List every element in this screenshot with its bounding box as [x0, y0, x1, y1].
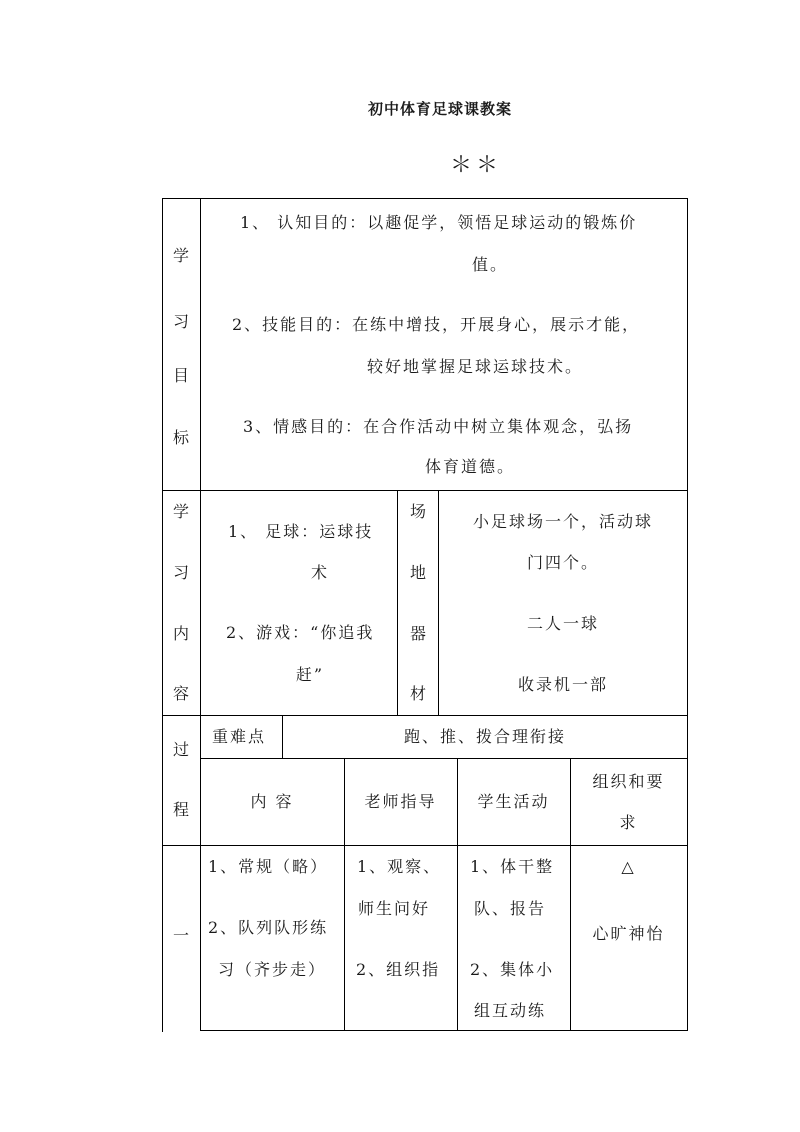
objective-1-line2: 值。: [471, 255, 508, 274]
content-label-char: 习: [172, 563, 189, 582]
table-border-right: [687, 198, 688, 1031]
venue-label-char: 场: [409, 502, 426, 521]
venue-item-2: 二人一球: [526, 614, 599, 633]
row-divider: [162, 715, 688, 716]
section-one-teacher-line: 师生问好: [358, 899, 431, 918]
header-student: 学生活动: [477, 792, 550, 811]
table-border-bottom: [200, 1030, 688, 1031]
section-one-student-line: 组互动练: [474, 1001, 547, 1020]
objective-2-line1: 2、技能目的：在练中增技，开展身心，展示才能，: [232, 315, 641, 334]
header-org-line2: 求: [619, 813, 638, 832]
row-divider: [200, 758, 688, 759]
venue-label-char: 器: [409, 624, 426, 643]
objectives-label-char: 学: [172, 246, 189, 265]
triangle-icon: △: [621, 857, 636, 876]
objectives-label-char: 目: [172, 366, 189, 385]
section-one-org-text: 心旷神怡: [592, 924, 665, 943]
column-divider: [397, 490, 398, 715]
header-content: 内 容: [250, 792, 294, 811]
row-divider: [162, 490, 688, 491]
content-label-char: 容: [172, 684, 189, 703]
objective-1-line1: 1、 认知目的：以趣促学，领悟足球运动的锻炼价: [240, 213, 638, 232]
objectives-label-char: 习: [172, 312, 189, 331]
section-one-content-line: 2、队列队形练: [208, 918, 329, 937]
content-label-char: 学: [172, 502, 189, 521]
table-border-top: [162, 198, 688, 199]
content-item-2-line1: 2、游戏：“你追我: [226, 623, 375, 642]
header-org-line1: 组织和要: [592, 772, 665, 791]
content-item-1-line1: 1、 足球：运球技: [228, 522, 374, 541]
section-one-student-line: 1、体干整: [470, 857, 555, 876]
content-label-char: 内: [172, 624, 189, 643]
author-line: ＊＊: [449, 153, 502, 178]
document-title: 初中体育足球课教案: [367, 100, 512, 118]
section-one-teacher-line: 1、观察、: [357, 857, 442, 876]
content-item-2-line2: 赶”: [295, 665, 325, 684]
key-point-label: 重难点: [212, 727, 267, 746]
column-divider: [438, 490, 439, 715]
section-one-content-line: 1、常规（略）: [208, 857, 329, 876]
venue-label-char: 地: [409, 563, 426, 582]
venue-item-1-line1: 小足球场一个，活动球: [472, 512, 653, 531]
objective-2-line2: 较好地掌握足球运球技术。: [366, 357, 583, 376]
section-one-student-line: 队、报告: [474, 899, 547, 918]
key-point-value: 跑、推、拨合理衔接: [403, 727, 566, 746]
venue-label-char: 材: [409, 684, 426, 703]
row-divider: [162, 845, 688, 846]
venue-item-1-line2: 门四个。: [526, 553, 599, 572]
section-one-teacher-line: 2、组织指: [356, 960, 441, 979]
venue-item-3: 收录机一部: [517, 675, 608, 694]
content-item-1-line2: 术: [310, 563, 329, 582]
header-teacher: 老师指导: [364, 792, 437, 811]
section-one-student-line: 2、集体小: [470, 960, 555, 979]
section-one-label: 一: [172, 926, 189, 945]
section-one-content-line: 习（齐步走）: [218, 960, 327, 979]
process-label-char: 程: [172, 800, 189, 819]
objective-3-line1: 3、情感目的：在合作活动中树立集体观念，弘扬: [243, 417, 634, 436]
objective-3-line2: 体育道德。: [424, 457, 515, 476]
column-divider: [570, 758, 571, 1031]
process-label-char: 过: [172, 740, 189, 759]
objectives-label-char: 标: [172, 428, 189, 447]
